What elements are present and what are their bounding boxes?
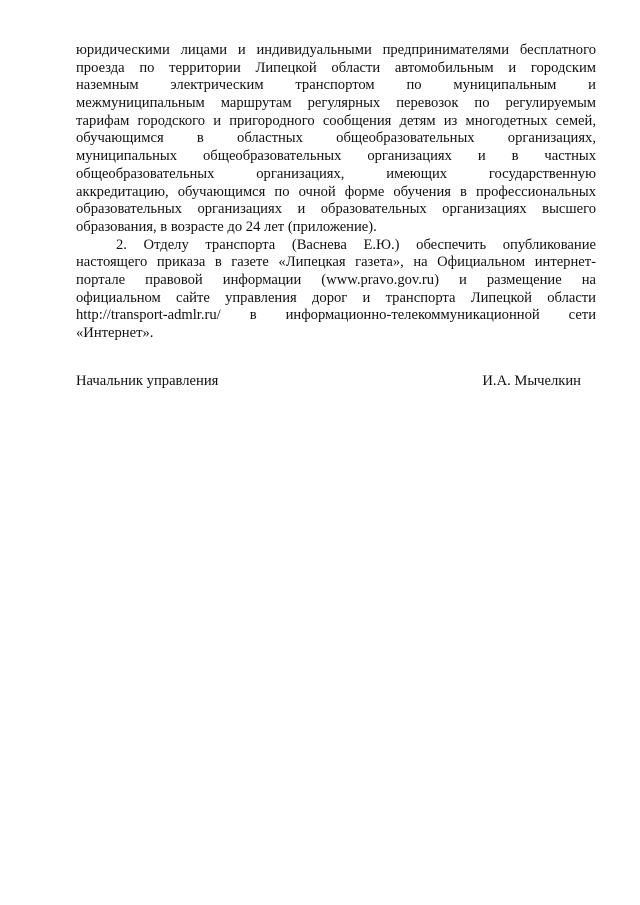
document-body [76,42,596,343]
text-line: обучающимся в областных общеобразовательных организациях, [76,130,596,147]
text-line: http://transport-admlr.ru/ в информационно-телекоммуникационной сети [76,307,596,324]
text-line: «Интернет». [76,325,154,341]
text-line: общеобразовательных организациях, имеющих государственную [76,165,596,182]
signatory-title: Начальник управления [76,373,219,389]
text-line: юридическими лицами и индивидуальными предпринимателями бесплатного [76,42,596,58]
text-line: тарифам городского и пригородного сообщения детям из многодетных семей, [76,112,596,129]
paragraph-1 [76,42,596,237]
text-line: 2. Отделу транспорта (Васнева Е.Ю.) обеспечить опубликование [116,236,596,253]
text-line: образовательных организациях и образовательных организациях высшего [76,201,596,218]
text-line: проезда по территории Липецкой области автомобильным и городским [76,59,596,76]
paragraph-2 [76,237,596,343]
signature-block [76,373,581,393]
text-line: официальном сайте управления дорог и транспорта Липецкой области [76,289,596,306]
signatory-name: И.А. Мычелкин [482,373,581,389]
text-line: настоящего приказа в газете «Липецкая газета», на Официальном интернет- [76,254,596,271]
text-line: межмуниципальным маршрутам регулярных перевозок по регулируемым [76,95,596,112]
text-line: портале правовой информации (www.pravo.gov.ru) и размещение на [76,271,596,288]
text-line: аккредитацию, обучающимся по очной форме обучения в профессиональных [76,183,596,200]
text-line: муниципальных общеобразовательных организациях и в частных [76,148,596,165]
text-line: образования, в возрасте до 24 лет (приложение). [76,218,377,235]
text-line: наземным электрическим транспортом по муниципальным и [76,77,596,94]
